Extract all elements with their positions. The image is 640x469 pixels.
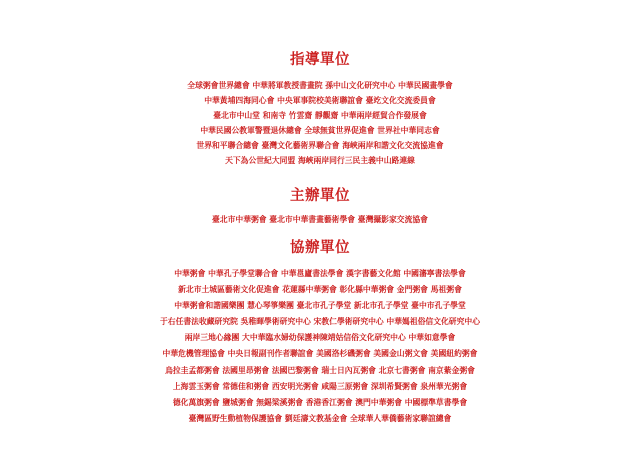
guidance-line: 中華黃埔四海同心會 中央軍事院校美術聯誼會 臺䇄文化交流委員會	[204, 96, 436, 105]
co-organizer-line: 中華粥會和諧國樂團 慧心琴箏樂團 臺北市孔子學堂 新北市孔子學堂 臺中市孔子學堂	[174, 301, 466, 311]
guidance-units-title: 指導單位	[290, 52, 350, 68]
co-organizer-line: 于右任書法收藏研究院 吳稚暉學術研究中心 宋教仁學術研究中心 中華媽祖俗信文化研究中心	[159, 317, 480, 327]
guidance-units-section	[0, 50, 640, 168]
guidance-line: 天下為公世紀大同盟 海峽兩岸同行三民主義中山路連線	[225, 156, 415, 165]
co-organizer-line: 臺灣區野生動植物保護協會 劉廷濤文教基金會 全球華人華僑藝術家聯誼總會	[188, 413, 452, 423]
co-organizer-units-section	[0, 238, 640, 427]
host-line: 臺北市中華粥會 臺北市中華書畫藝術學會 臺灣攝影家交流協會	[212, 215, 428, 224]
host-units-section	[0, 186, 640, 227]
host-units-title: 主辦單位	[290, 188, 350, 204]
co-organizer-line: 中華危機管理協會 中央日報副刊作者聯誼會 美國洛杉磯粥會 美國金山粥文會 美國紐約粥會	[162, 349, 478, 359]
guidance-line: 中華民國公教軍警暨退休總會 全球無貧世界促進會 世界社中華同志會	[200, 126, 440, 135]
co-organizer-line: 新北市土城區藝術文化促進會 花蓮縣中華粥會 彰化縣中華粥會 金門粥會 馬祖粥會	[178, 285, 462, 295]
guidance-line: 世界和平聯合總會 臺灣文化藝術界聯合會 海峽兩岸和諧文化交流協進會	[196, 141, 444, 150]
co-organizer-line: 兩岸三地心緣團 大中華臨水婦幼保護神陳靖姑信俗文化研究中心 中華如意學會	[184, 333, 456, 343]
co-organizer-line: 上海雲玉粥會 常德佳和粥會 西安明光粥會 咸陽三原粥會 深圳希賢粥會 泉州華光粥會	[172, 381, 468, 391]
co-organizer-line: 中華粥會 中華孔子學堂聯合會 中華邕廬書法學會 漢字書藝文化館 中國瀋寧書法學會	[174, 269, 466, 278]
co-organizer-line: 德化萬旗粥會 鹽城粥會 無錫梁溪粥會 香港香江粥會 澳門中華粥會 中國標準草書學會	[172, 397, 468, 407]
co-organizer-units-title: 協辦單位	[290, 240, 350, 256]
guidance-line: 臺北市中山堂 和南寺 竹雲齋 靜觀齋 中華兩岸經貿合作發展會	[213, 111, 427, 120]
co-organizer-line: 烏拉圭孟都粥會 法國里昂粥會 法國巴黎粥會 瑞士日內瓦粥會 北京七書粥會 南京紫金粥會	[165, 365, 475, 375]
guidance-line: 全球粥會世界總會 中華將軍教授書畫院 孫中山文化研究中心 中華民國畫學會	[187, 81, 453, 90]
